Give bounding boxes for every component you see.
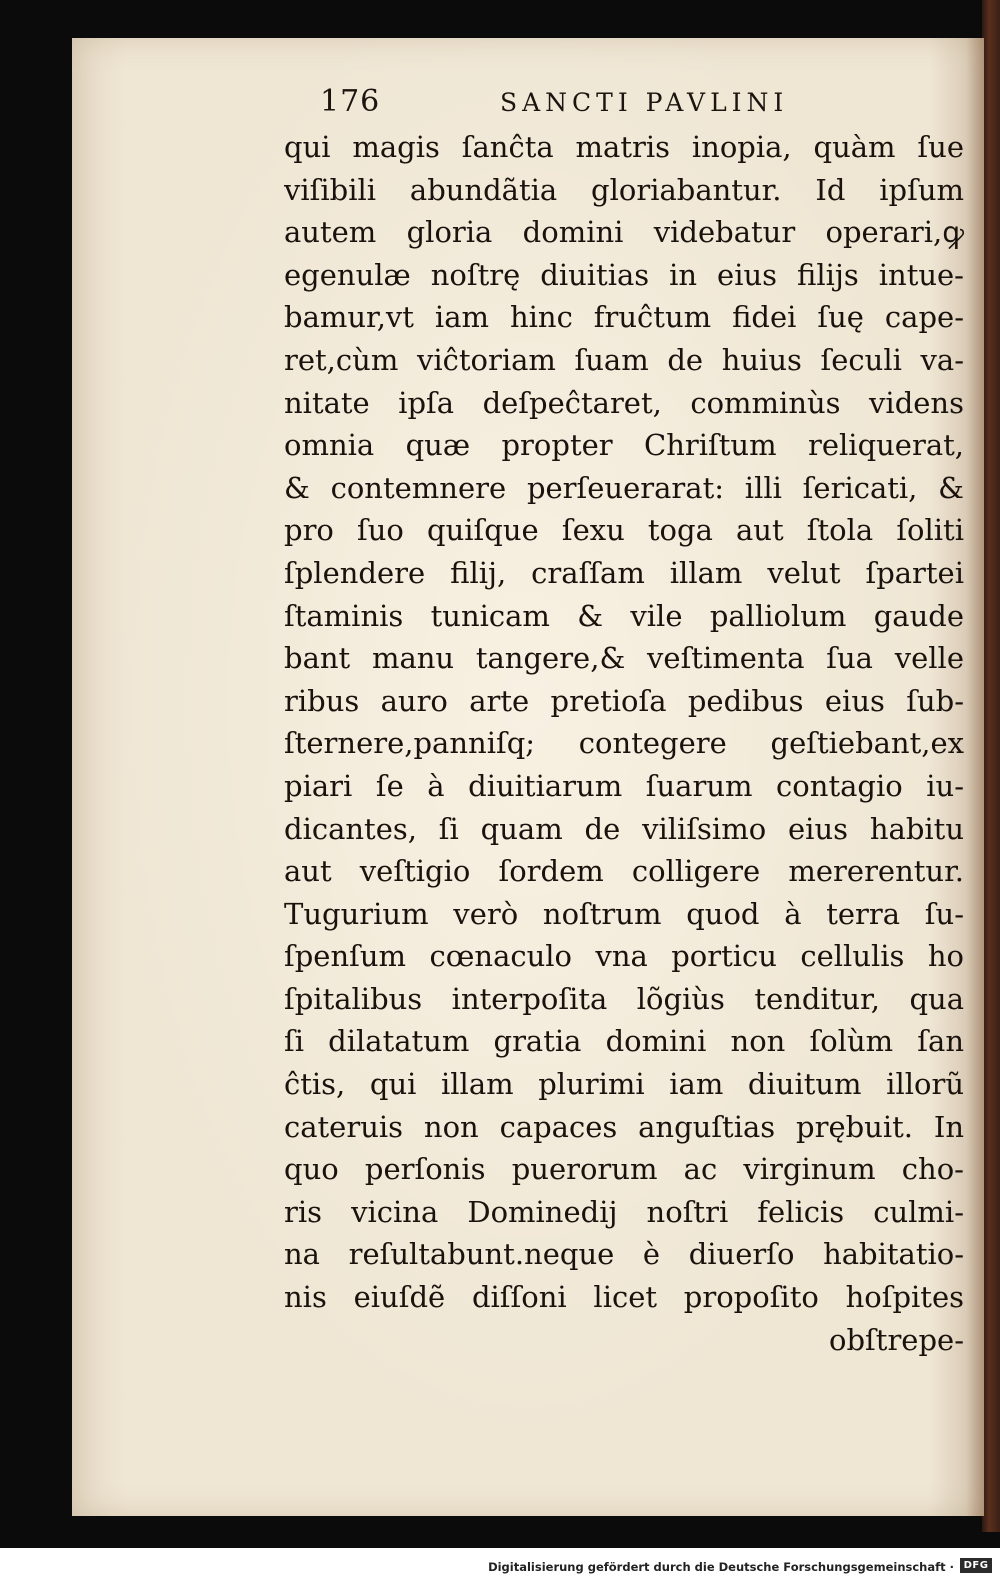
page-edge-shadow: [966, 38, 984, 1516]
body-text: [284, 126, 964, 1361]
text-line: na reſultabunt.neque è diuerſo habitatio-: [284, 1237, 964, 1272]
running-head: SANCTI PAVLINI: [500, 88, 789, 117]
text-line: qui magis ſanĉta matris inopia, quàm ſue: [284, 130, 964, 164]
text-line: aut veſtigio ſordem colligere mererentur.: [284, 854, 964, 889]
catchword: obſtrepe-: [829, 1322, 964, 1357]
text-line: ſi dilatatum gratia domini non ſolùm ſan: [284, 1024, 964, 1059]
text-line: Tugurium verò noſtrum quod à terra ſu-: [284, 896, 964, 931]
book-binding-edge: [982, 0, 1000, 1532]
text-line: viſibili abundãtia gloriabantur. Id ipſum: [284, 172, 964, 207]
text-line: omnia quæ propter Chriſtum reliquerat,: [284, 428, 964, 463]
text-line: nis eiuſdẽ diſſoni licet propoſito hoſpites: [284, 1280, 964, 1315]
text-line: ris vicina Dominedij noſtri felicis culmi-: [284, 1194, 964, 1229]
text-line: ret,cùm viĉtoriam ſuam de huius ſeculi va-: [284, 342, 964, 377]
text-line: autem gloria domini videbatur operari,ꝙ: [284, 215, 964, 250]
text-line: pro ſuo quiſque ſexu toga aut ſtola ſoliti: [284, 513, 964, 548]
page-number: 176: [320, 84, 381, 119]
text-line: ſpenſum cœnaculo vna porticu cellulis ho: [284, 939, 964, 974]
text-line: ſpitalibus interpoſita lõgiùs tenditur, qua: [284, 981, 964, 1016]
text-line: ĉtis, qui illam plurimi iam diuitum illorũ: [284, 1067, 964, 1102]
text-line: nitate ipſa deſpeĉtaret, comminùs videns: [284, 385, 964, 420]
text-line: quo perſonis puerorum ac virginum cho-: [284, 1152, 964, 1187]
page-header: [72, 84, 984, 126]
text-line: bamur,vt iam hinc fruĉtum fidei ſuę cape-: [284, 300, 964, 335]
text-line: egenulæ noſtrę diuitias in eius filijs intue-: [284, 257, 964, 292]
funding-credit: Digitalisierung gefördert durch die Deutsche Forschungsgemeinschaft ·: [488, 1560, 954, 1574]
text-line: ſplendere filij, craſſam illam velut ſpartei: [284, 555, 964, 590]
text-line: ribus auro arte pretioſa pedibus eius ſub-: [284, 683, 964, 718]
text-line: ſtaminis tunicam & vile palliolum gaude: [284, 598, 964, 633]
book-page: [72, 38, 984, 1516]
text-line: piari ſe à diuitiarum ſuarum contagio iu-: [284, 768, 964, 803]
dfg-logo-icon: DFG: [960, 1558, 992, 1573]
text-line: ſternere,panniſq; contegere geſtiebant,ex: [284, 726, 964, 761]
text-line: bant manu tangere,& veſtimenta ſua velle: [284, 641, 964, 676]
text-line: cateruis non capaces anguſtias prębuit. In: [284, 1109, 964, 1144]
text-line: & contemnere perſeuerarat: illi ſericati, &: [284, 470, 964, 505]
digitization-footer: [0, 1548, 1000, 1584]
text-line: dicantes, ſi quam de viliſsimo eius habitu: [284, 811, 964, 846]
